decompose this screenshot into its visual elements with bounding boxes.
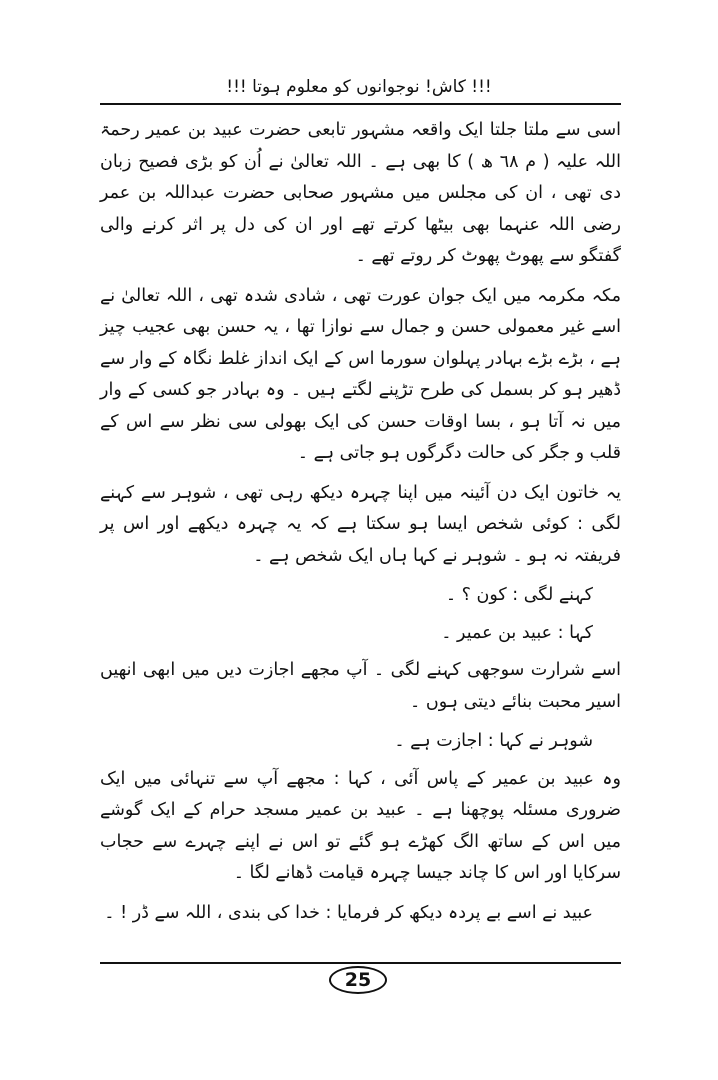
paragraph-7: شوہر نے کہا : اجازت ہے ۔ [394, 731, 593, 751]
running-header-title: !!! کاش! نوجوانوں کو معلوم ہوتا !!! [226, 77, 492, 97]
paragraph-2: مکہ مکرمہ میں ایک جوان عورت تھی ، شادی شدہ تھی ، اللہ تعالیٰ نے اسے غیر معمولی حسن و جمال سے نوازا تھا ، یہ حسن بھی عجیب چیز ہے ، بڑے بڑے بہادر پہلوان سورما اس کے ایک انداز غلط نگاہ کے وار سے ڈھیر ہو کر بسمل کی طرح تڑپنے لگتے ہیں ۔ وہ بہادر جو کسی کے وار میں نہ آتا ہو ، بسا اوقات حسن کی ایک بھولی سی نظر سے اس کے قلب و جگر کی حالت دگرگوں ہو جاتی ہے ۔ [100, 285, 621, 463]
paragraph-1: اسی سے ملتا جلتا ایک واقعہ مشہور تابعی حضرت عبید بن عمیر رحمۃ اللہ علیہ ( م ٦٨ ھ ) کا بھی ہے ۔ اللہ تعالیٰ نے اُن کو بڑی فصیح زبان دی تھی ، ان کی مجلس میں مشہور صحابی حضرت عبداللہ بن عمر رضی اللہ عنہما بھی بیٹھا کرتے تھے اور ان کی دل پر اثر کرنے والی گفتگو سے پھوٹ پھوٹ کر روتے تھے ۔ [100, 120, 621, 266]
paragraph-6: اسے شرارت سوجھی کہنے لگی ۔ آپ مجھے اجازت دیں میں ابھی انھیں اسیر محبت بنائے دیتی ہوں ۔ [100, 660, 621, 712]
paragraph-8: وہ عبید بن عمیر کے پاس آئی ، کہا : مجھے آپ سے تنہائی میں ایک ضروری مسئلہ پوچھنا ہے ۔ عبید بن عمیر مسجد حرام کے ایک گوشے میں اس کے ساتھ الگ کھڑے ہو گئے تو اس نے اپنے چہرے سے حجاب سرکایا اور اس کا چاند جیسا چہرہ قیامت ڈھانے لگا ۔ [100, 768, 621, 883]
paragraph-4: کہنے لگی : کون ؟ ۔ [445, 585, 593, 605]
paragraph-9: عبید نے اسے بے پردہ دیکھ کر فرمایا : خدا کی بندی ، اللہ سے ڈر ! ۔ [104, 902, 593, 923]
page-number-badge: 25 [329, 966, 387, 994]
page-body [100, 115, 621, 935]
paragraph-3: یہ خاتون ایک دن آئینہ میں اپنا چہرہ دیکھ رہی تھی ، شوہر سے کہنے لگی : کوئی شخص ایسا ہو سکتا ہے کہ یہ چہرہ دیکھے اور اس پر فریفتہ نہ ہو ۔ شوہر نے کہا ہاں ایک شخص ہے ۔ [100, 482, 621, 566]
footer-rule [100, 962, 621, 964]
header-rule [100, 103, 621, 105]
paragraph-5: کہا : عبید بن عمیر ۔ [441, 622, 593, 643]
